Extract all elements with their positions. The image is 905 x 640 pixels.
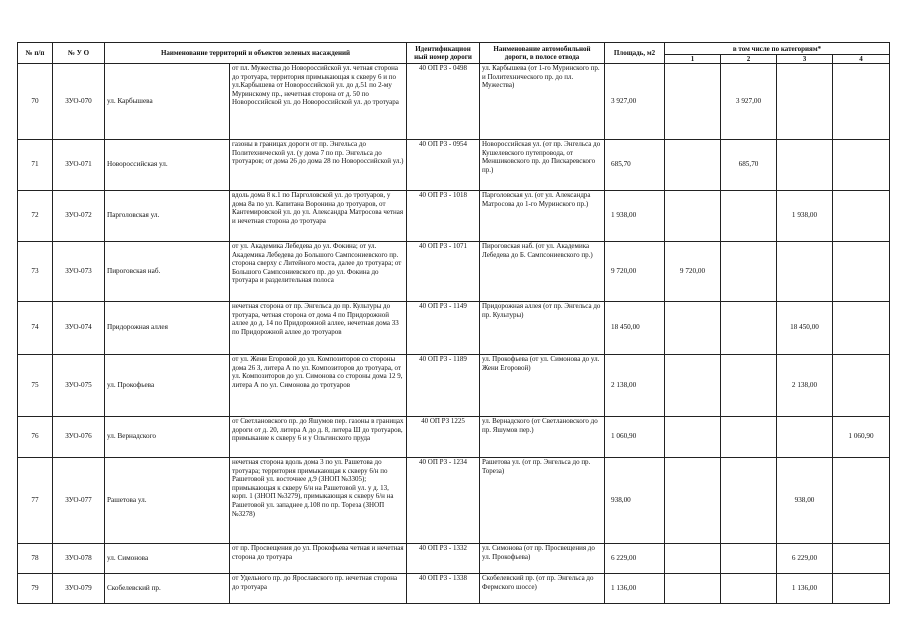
row-road-name: ул. Вернадского (от Светлановского до пр. Яшумов пер.)	[480, 417, 605, 458]
table-row	[18, 458, 890, 544]
table-row	[18, 191, 890, 242]
row-road-name: ул. Карбышева (от 1-го Муринского пр. и Политехнического пр. до пл. Мужества)	[480, 64, 605, 140]
row-description: от ул. Академика Лебедева до ул. Фокина; от ул. Академика Лебедева до Большого Сампсониевского пр. сторона сверху с Литейного моста, далее до тротуара; от Большого Сампсониевского пр. до ул. Фокина до тротуара и разделительная полоса	[230, 242, 407, 302]
row-cat-4: 1 060,90	[833, 417, 890, 458]
row-uo: ЗУО-079	[53, 574, 105, 604]
row-cat-1	[665, 458, 721, 544]
header-cat-4: 4	[833, 55, 890, 64]
header-road	[480, 43, 605, 64]
header-cat-3: 3	[777, 55, 833, 64]
row-object-name: Парголовская ул.	[105, 191, 230, 242]
row-road-name: Рашетова ул. (от пр. Энгельса до пр. Тореза)	[480, 458, 605, 544]
row-cat-1	[665, 574, 721, 604]
row-area: 9 720,00	[605, 242, 665, 302]
header-categories: в том числе по категориям*	[665, 43, 890, 55]
row-road-id: 40 ОП РЗ - 1234	[407, 458, 480, 544]
row-road-id: 40 ОП РЗ 1225	[407, 417, 480, 458]
row-num: 78	[18, 544, 53, 574]
row-cat-2	[721, 544, 777, 574]
row-road-name: Пироговская наб. (от ул. Академика Лебедева до Б. Сампсониевского пр.)	[480, 242, 605, 302]
row-cat-3: 938,00	[777, 458, 833, 544]
row-road-name: ул. Прокофьева (от ул. Симонова до ул. Жени Егоровой)	[480, 355, 605, 417]
row-cat-1	[665, 191, 721, 242]
row-area: 18 450,00	[605, 302, 665, 355]
header-name: Наименование территорий и объектов зеленых насаждений	[105, 43, 407, 64]
row-object-name: Рашетова ул.	[105, 458, 230, 544]
row-cat-1	[665, 302, 721, 355]
row-num: 76	[18, 417, 53, 458]
row-area: 685,70	[605, 140, 665, 191]
row-num: 72	[18, 191, 53, 242]
row-description: от пр. Просвещения до ул. Прокофьева четная и нечетная сторона до тротуара	[230, 544, 407, 574]
green-zones-table	[17, 42, 890, 604]
row-num: 75	[18, 355, 53, 417]
row-road-id: 40 ОП РЗ - 1071	[407, 242, 480, 302]
row-uo: ЗУО-071	[53, 140, 105, 191]
header-road-line1: Наименование автомобильной	[493, 45, 591, 53]
table-row	[18, 242, 890, 302]
row-road-name: Придорожная аллея (от пр. Энгельса до пр. Культуры)	[480, 302, 605, 355]
header-area: Площадь, м2	[605, 43, 665, 64]
row-object-name: Пироговская наб.	[105, 242, 230, 302]
header-id-line2: ный номер дороги	[414, 53, 472, 61]
table-row	[18, 140, 890, 191]
table-row	[18, 574, 890, 604]
row-road-id: 40 ОП РЗ - 1018	[407, 191, 480, 242]
row-cat-4	[833, 355, 890, 417]
row-num: 79	[18, 574, 53, 604]
row-cat-3	[777, 140, 833, 191]
row-object-name: ул. Симонова	[105, 544, 230, 574]
row-cat-4	[833, 140, 890, 191]
row-object-name: Новороссийская ул.	[105, 140, 230, 191]
row-description: нечетная сторона вдоль дома 3 по ул. Рашетова до тротуара; территория примыкающая к скверу 6/н по Рашетовой ул. восточнее д.9 (ЗНОП №3305); примыкающая к скверу 6/н на Рашетовой ул. у д. 13, корп. 1 (ЗНОП №3279), примыкающая к скверу 6/н на Рашетовой ул. западнее д.108 по пр. Тореза (ЗНОП №3278)	[230, 458, 407, 544]
row-uo: ЗУО-077	[53, 458, 105, 544]
row-road-id: 40 ОП РЗ - 1332	[407, 544, 480, 574]
row-cat-1	[665, 140, 721, 191]
row-object-name: Скобелевский пр.	[105, 574, 230, 604]
table-row	[18, 417, 890, 458]
row-cat-3: 6 229,00	[777, 544, 833, 574]
row-cat-4	[833, 544, 890, 574]
row-num: 71	[18, 140, 53, 191]
row-cat-2	[721, 355, 777, 417]
row-cat-3	[777, 417, 833, 458]
row-road-name: Скобелевский пр. (от пр. Энгельса до Фермского шоссе)	[480, 574, 605, 604]
row-uo: ЗУО-078	[53, 544, 105, 574]
row-cat-1	[665, 64, 721, 140]
row-object-name: ул. Вернадского	[105, 417, 230, 458]
row-area: 3 927,00	[605, 64, 665, 140]
table-row	[18, 355, 890, 417]
row-cat-1	[665, 355, 721, 417]
row-uo: ЗУО-073	[53, 242, 105, 302]
row-num: 77	[18, 458, 53, 544]
header-num: № п/п	[18, 43, 53, 64]
row-description: газоны в границах дороги от пр. Энгельса до Политехнической ул. (у дома 7 по пр. Энгельса до тротуаров; от дома 26 до дома 28 по Новороссийской ул.)	[230, 140, 407, 191]
row-road-id: 40 ОП РЗ - 1149	[407, 302, 480, 355]
row-cat-2: 685,70	[721, 140, 777, 191]
header-cat-1: 1	[665, 55, 721, 64]
row-cat-3	[777, 242, 833, 302]
row-cat-4	[833, 242, 890, 302]
row-description: от Удельного пр. до Ярославского пр. нечетная сторона до тротуара	[230, 574, 407, 604]
row-road-name: ул. Симонова (от пр. Просвещения до ул. Прокофьева)	[480, 544, 605, 574]
row-area: 1 938,00	[605, 191, 665, 242]
row-description: вдоль дома 8 к.1 по Парголовской ул. до тротуаров, у дома 8а по ул. Капитана Воронина до тротуаров, от Кантемировской ул. до ул. Александра Матросова четная и нечетная сторона до тротуара	[230, 191, 407, 242]
row-area: 2 138,00	[605, 355, 665, 417]
table-row	[18, 302, 890, 355]
row-area: 1 060,90	[605, 417, 665, 458]
row-cat-1	[665, 417, 721, 458]
row-object-name: Придорожная аллея	[105, 302, 230, 355]
row-cat-3	[777, 64, 833, 140]
row-object-name: ул. Прокофьева	[105, 355, 230, 417]
row-uo: ЗУО-070	[53, 64, 105, 140]
table-row	[18, 544, 890, 574]
row-cat-2: 3 927,00	[721, 64, 777, 140]
row-cat-4	[833, 574, 890, 604]
header-id-line1: Идентификацион	[415, 45, 471, 53]
row-description: от пл. Мужества до Новороссийской ул. четная сторона до тротуара, территория примыкающая к скверу 6 и по ул.Карбышева от Новороссийской ул. до д.51 по 2-му Муринскому пр., нечетная сторона от д. 50 по Новороссийской ул. до Новороссийской ул. до тротуара	[230, 64, 407, 140]
header-uo: № У О	[53, 43, 105, 64]
row-area: 1 136,00	[605, 574, 665, 604]
row-cat-2	[721, 302, 777, 355]
row-area: 6 229,00	[605, 544, 665, 574]
header-cat-2: 2	[721, 55, 777, 64]
row-cat-3: 1 938,00	[777, 191, 833, 242]
row-cat-4	[833, 191, 890, 242]
row-cat-2	[721, 458, 777, 544]
row-road-name: Новороссийская ул. (от пр. Энгельса до Кушелевского путепровода, от Меншиковского пр. до Пискаревского пр.)	[480, 140, 605, 191]
row-cat-3: 18 450,00	[777, 302, 833, 355]
row-cat-1	[665, 544, 721, 574]
row-uo: ЗУО-076	[53, 417, 105, 458]
row-road-id: 40 ОП РЗ - 0498	[407, 64, 480, 140]
header-road-line2: дороги, в полосе отвода	[504, 53, 580, 61]
row-uo: ЗУО-075	[53, 355, 105, 417]
row-cat-2	[721, 242, 777, 302]
row-road-id: 40 ОП РЗ - 1189	[407, 355, 480, 417]
row-uo: ЗУО-072	[53, 191, 105, 242]
row-num: 73	[18, 242, 53, 302]
row-cat-2	[721, 574, 777, 604]
row-cat-3: 1 136,00	[777, 574, 833, 604]
row-cat-4	[833, 458, 890, 544]
row-road-id: 40 ОП РЗ - 0954	[407, 140, 480, 191]
row-cat-2	[721, 417, 777, 458]
row-cat-4	[833, 64, 890, 140]
row-cat-1: 9 720,00	[665, 242, 721, 302]
row-cat-4	[833, 302, 890, 355]
row-area: 938,00	[605, 458, 665, 544]
row-cat-3: 2 138,00	[777, 355, 833, 417]
row-object-name: ул. Карбышева	[105, 64, 230, 140]
header-id	[407, 43, 480, 64]
row-description: нечетная сторона от пр. Энгельса до пр. Культуры до тротуара, четная сторона от дома 4 по Придорожной аллее до д. 14 по Придорожной аллее, нечетная дома 33 по Придорожной аллее до тротуаров	[230, 302, 407, 355]
table-row	[18, 64, 890, 140]
row-description: от Светлановского пр. до Яшумов пер. газоны в границах дороги от д. 20, литера А до д. 8, литера Ш до тротуаров, примыкание к скверу 6 и у Ольгинского пруда	[230, 417, 407, 458]
row-road-id: 40 ОП РЗ - 1338	[407, 574, 480, 604]
row-road-name: Парголовская ул. (от ул. Александра Матросова до 1-го Муринского пр.)	[480, 191, 605, 242]
row-cat-2	[721, 191, 777, 242]
row-num: 74	[18, 302, 53, 355]
row-uo: ЗУО-074	[53, 302, 105, 355]
row-num: 70	[18, 64, 53, 140]
row-description: от ул. Жени Егоровой до ул. Композиторов со стороны дома 26 З, литера А по ул. Композиторов до тротуара, от ул. Композиторов до ул. Симонова со стороны дома 12 9, литера А по ул. Симонова до тротуаров	[230, 355, 407, 417]
